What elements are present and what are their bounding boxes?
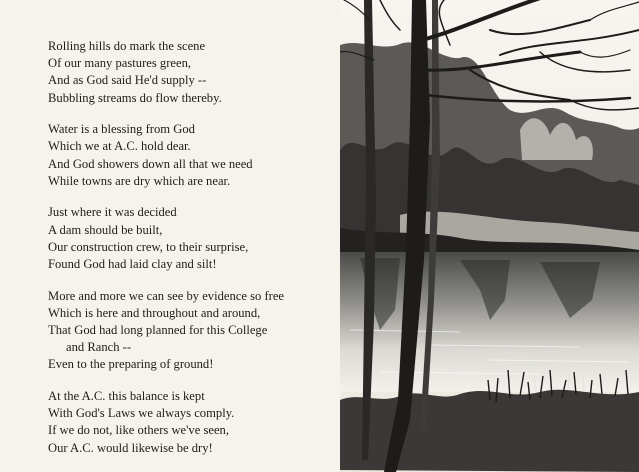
poem-line: And God showers down all that we need [48, 156, 253, 171]
poem-line: With God's Laws we always comply. [48, 406, 235, 421]
poem-line: If we do not, like others we've seen, [48, 423, 229, 438]
poem-stanza [48, 288, 338, 374]
poem-line: That God had long planned for this College [48, 323, 268, 338]
poem-line: Which is here and throughout and around, [48, 305, 261, 320]
poem-line: A dam should be built, [48, 222, 163, 237]
poem-line: Water is a blessing from God [48, 122, 195, 137]
pond-landscape-illustration [340, 0, 639, 472]
poem-line: Which we at A.C. hold dear. [48, 139, 191, 154]
poem-line: Just where it was decided [48, 205, 177, 220]
poem-line: Even to the preparing of ground! [48, 357, 214, 372]
poem-line: At the A.C. this balance is kept [48, 389, 205, 404]
poem-stanza [48, 121, 338, 190]
poem [48, 38, 338, 471]
poem-line: Rolling hills do mark the scene [48, 39, 206, 53]
poem-line: Bubbling streams do flow thereby. [48, 90, 222, 105]
poem-line: Of our many pastures green, [48, 56, 192, 71]
poem-line: And as God said He'd supply -- [48, 73, 207, 88]
poem-line: While towns are dry which are near. [48, 173, 231, 188]
poem-line: More and more we can see by evidence so free [48, 288, 285, 303]
poem-line: Found God had laid clay and silt! [48, 257, 217, 272]
poem-stanza [48, 204, 338, 273]
poem-line: and Ranch -- [66, 340, 132, 355]
poem-line: Our construction crew, to their surprise, [48, 239, 249, 254]
poem-stanza [48, 388, 338, 457]
foreground-grass [340, 390, 639, 472]
poem-stanza [48, 38, 338, 107]
poem-line: Our A.C. would likewise be dry! [48, 440, 213, 455]
